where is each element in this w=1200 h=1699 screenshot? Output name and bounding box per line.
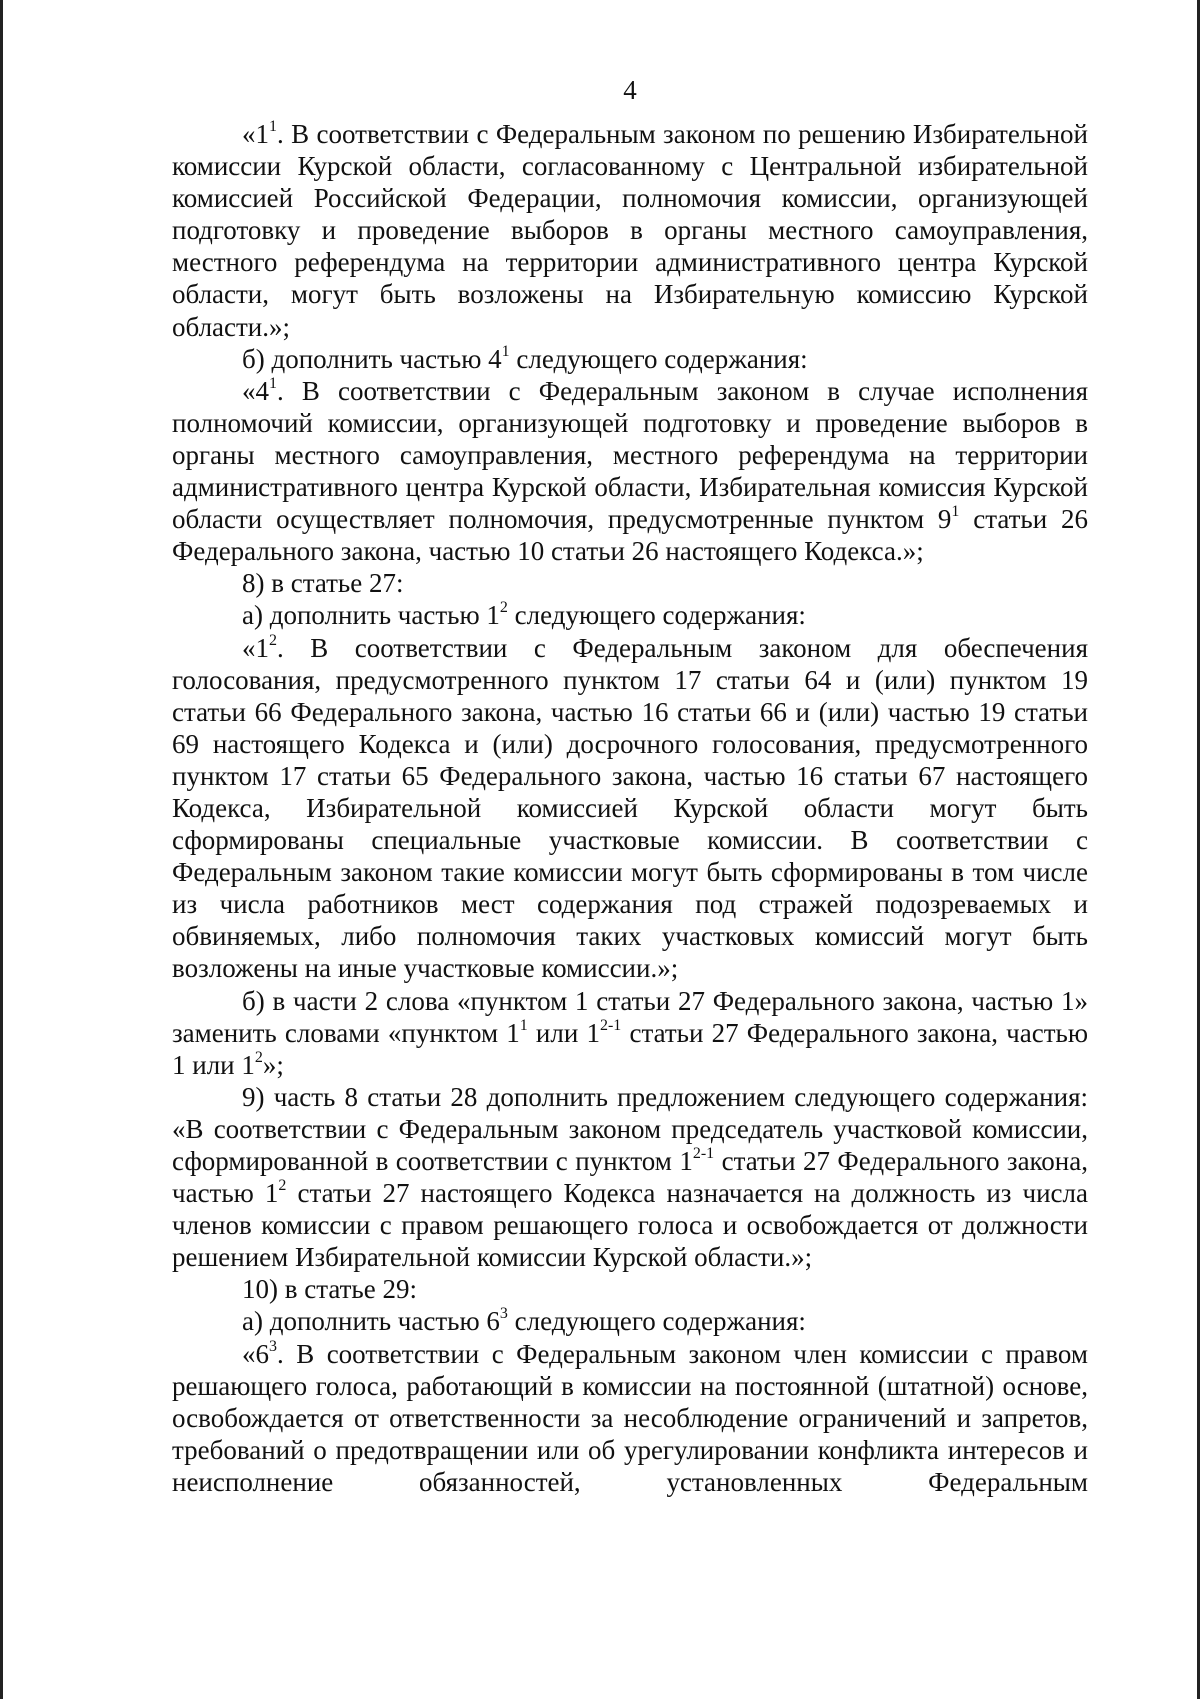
paragraph-p1 — [172, 118, 1088, 343]
paragraph-p5 — [172, 599, 1088, 631]
text-segment: статьи 27 Федерального закона, частью 1 — [172, 1146, 1088, 1209]
superscript: 1 — [519, 1016, 528, 1034]
paragraph-p2 — [172, 343, 1088, 375]
paragraph-p4 — [172, 567, 1088, 599]
text-segment: статьи 27 Федерального закона, частью 1 или 1 — [172, 1017, 1089, 1080]
text-segment: . В соответствии с Федеральным законом в случае исполнения полномочий комиссии, организующей подготовку и проведение выборов в органы местного самоуправления, местного референдума на территории административного центра Курской области, Избирательная комиссия Курской области осуществляет полномочия, предусмотренные пунктом 9 — [172, 375, 1088, 535]
text-segment: а) дополнить частью 6 — [242, 1306, 500, 1337]
text-segment: «1 — [242, 632, 269, 663]
text-segment: б) в части 2 слова «пунктом 1 статьи 27 Федерального закона, частью 1» заменить словами «пунктом 1 — [172, 985, 1088, 1048]
text-segment: 10) в статье 29: — [242, 1274, 417, 1305]
paragraph-p6 — [172, 632, 1088, 985]
superscript: 2-1 — [692, 1145, 715, 1162]
text-segment: «6 — [242, 1338, 269, 1369]
text-segment: . В соответствии с Федеральным законом для обеспечения голосования, предусмотренного пунктом 17 статьи 64 и (или) пунктом 19 статьи 66 Федерального закона, частью 16 статьи 66 и (или) частью 19 статьи 69 настоящего Кодекса и (или) досрочного голосования, предусмотренного пунктом 17 статьи 65 Федерального закона, частью 16 статьи 67 настоящего Кодекса, Избирательной комиссией Курской области могут быть сформированы специальные участковые комиссии. В соответствии с Федеральным законом такие комиссии могут быть сформированы в том числе из числа работников мест содержания под стражей подозреваемых и обвиняемых, либо полномочия таких участковых комиссий могут быть возложены на иные участковые комиссии.»; — [172, 632, 1088, 984]
text-segment: 8) в статье 27: — [242, 568, 404, 599]
document-body — [172, 118, 1088, 1498]
page-number: 4 — [623, 75, 637, 105]
superscript: 2-1 — [599, 1016, 622, 1034]
text-segment: . В соответствии с Федеральным законом по решению Избирательной комиссии Курской области, согласованному с Центральной избирательной комиссией Российской Федерации, полномочия комиссии, организующей подготовку и проведение выборов в органы местного самоуправления, местного референдума на территории административного центра Курской области, могут быть возложены на Избирательную комиссию Курской области.»; — [172, 119, 1088, 342]
paragraph-p10 — [172, 1305, 1088, 1337]
superscript: 3 — [269, 1337, 277, 1355]
superscript: 2 — [269, 631, 277, 649]
text-segment: следующего содержания: — [509, 343, 808, 374]
paragraph-p8 — [172, 1081, 1088, 1274]
superscript: 3 — [499, 1305, 508, 1323]
superscript: 1 — [501, 342, 510, 360]
paragraph-p9 — [172, 1273, 1088, 1305]
text-segment: 9) часть 8 статьи 28 дополнить предложением следующего содержания: «В соответствии с Федеральным законом председатель участковой комиссии, сформированной в соответствии с пунктом 1 — [172, 1081, 1088, 1176]
text-segment: б) дополнить частью 4 — [242, 343, 502, 374]
text-segment: . В соответствии с Федеральным законом член комиссии с правом решающего голоса, работающий в комиссии на постоянной (штатной) основе, освобождается от ответственности за несоблюдение ограничений и запретов, требований о предотвращении или об урегулировании конфликта интересов и неисполнение обязанностей, установленных Федеральным — [172, 1338, 1088, 1497]
superscript: 1 — [951, 503, 960, 521]
text-segment: следующего содержания: — [507, 1306, 806, 1337]
superscript: 2 — [499, 599, 508, 617]
superscript: 2 — [278, 1177, 287, 1195]
text-segment: «4 — [242, 375, 269, 406]
superscript: 1 — [269, 118, 277, 135]
paragraph-p3 — [172, 375, 1088, 568]
superscript: 2 — [254, 1048, 263, 1066]
text-segment: или 1 — [527, 1017, 600, 1048]
text-segment: следующего содержания: — [507, 600, 806, 631]
scan-border-left — [0, 0, 3, 1699]
text-segment: «1 — [242, 119, 269, 149]
paragraph-p7 — [172, 985, 1088, 1081]
text-segment: а) дополнить частью 1 — [242, 600, 500, 631]
text-segment: »; — [262, 1049, 284, 1080]
paragraph-p11 — [172, 1338, 1088, 1498]
text-segment: статьи 26 Федерального закона, частью 10 статьи 26 настоящего Кодекса.»; — [172, 504, 1088, 567]
text-segment: статьи 27 настоящего Кодекса назначается на должность из числа членов комиссии с правом решающего голоса и освобождается от должности решением Избирательной комиссии Курской области.»; — [172, 1178, 1088, 1273]
superscript: 1 — [269, 374, 277, 392]
